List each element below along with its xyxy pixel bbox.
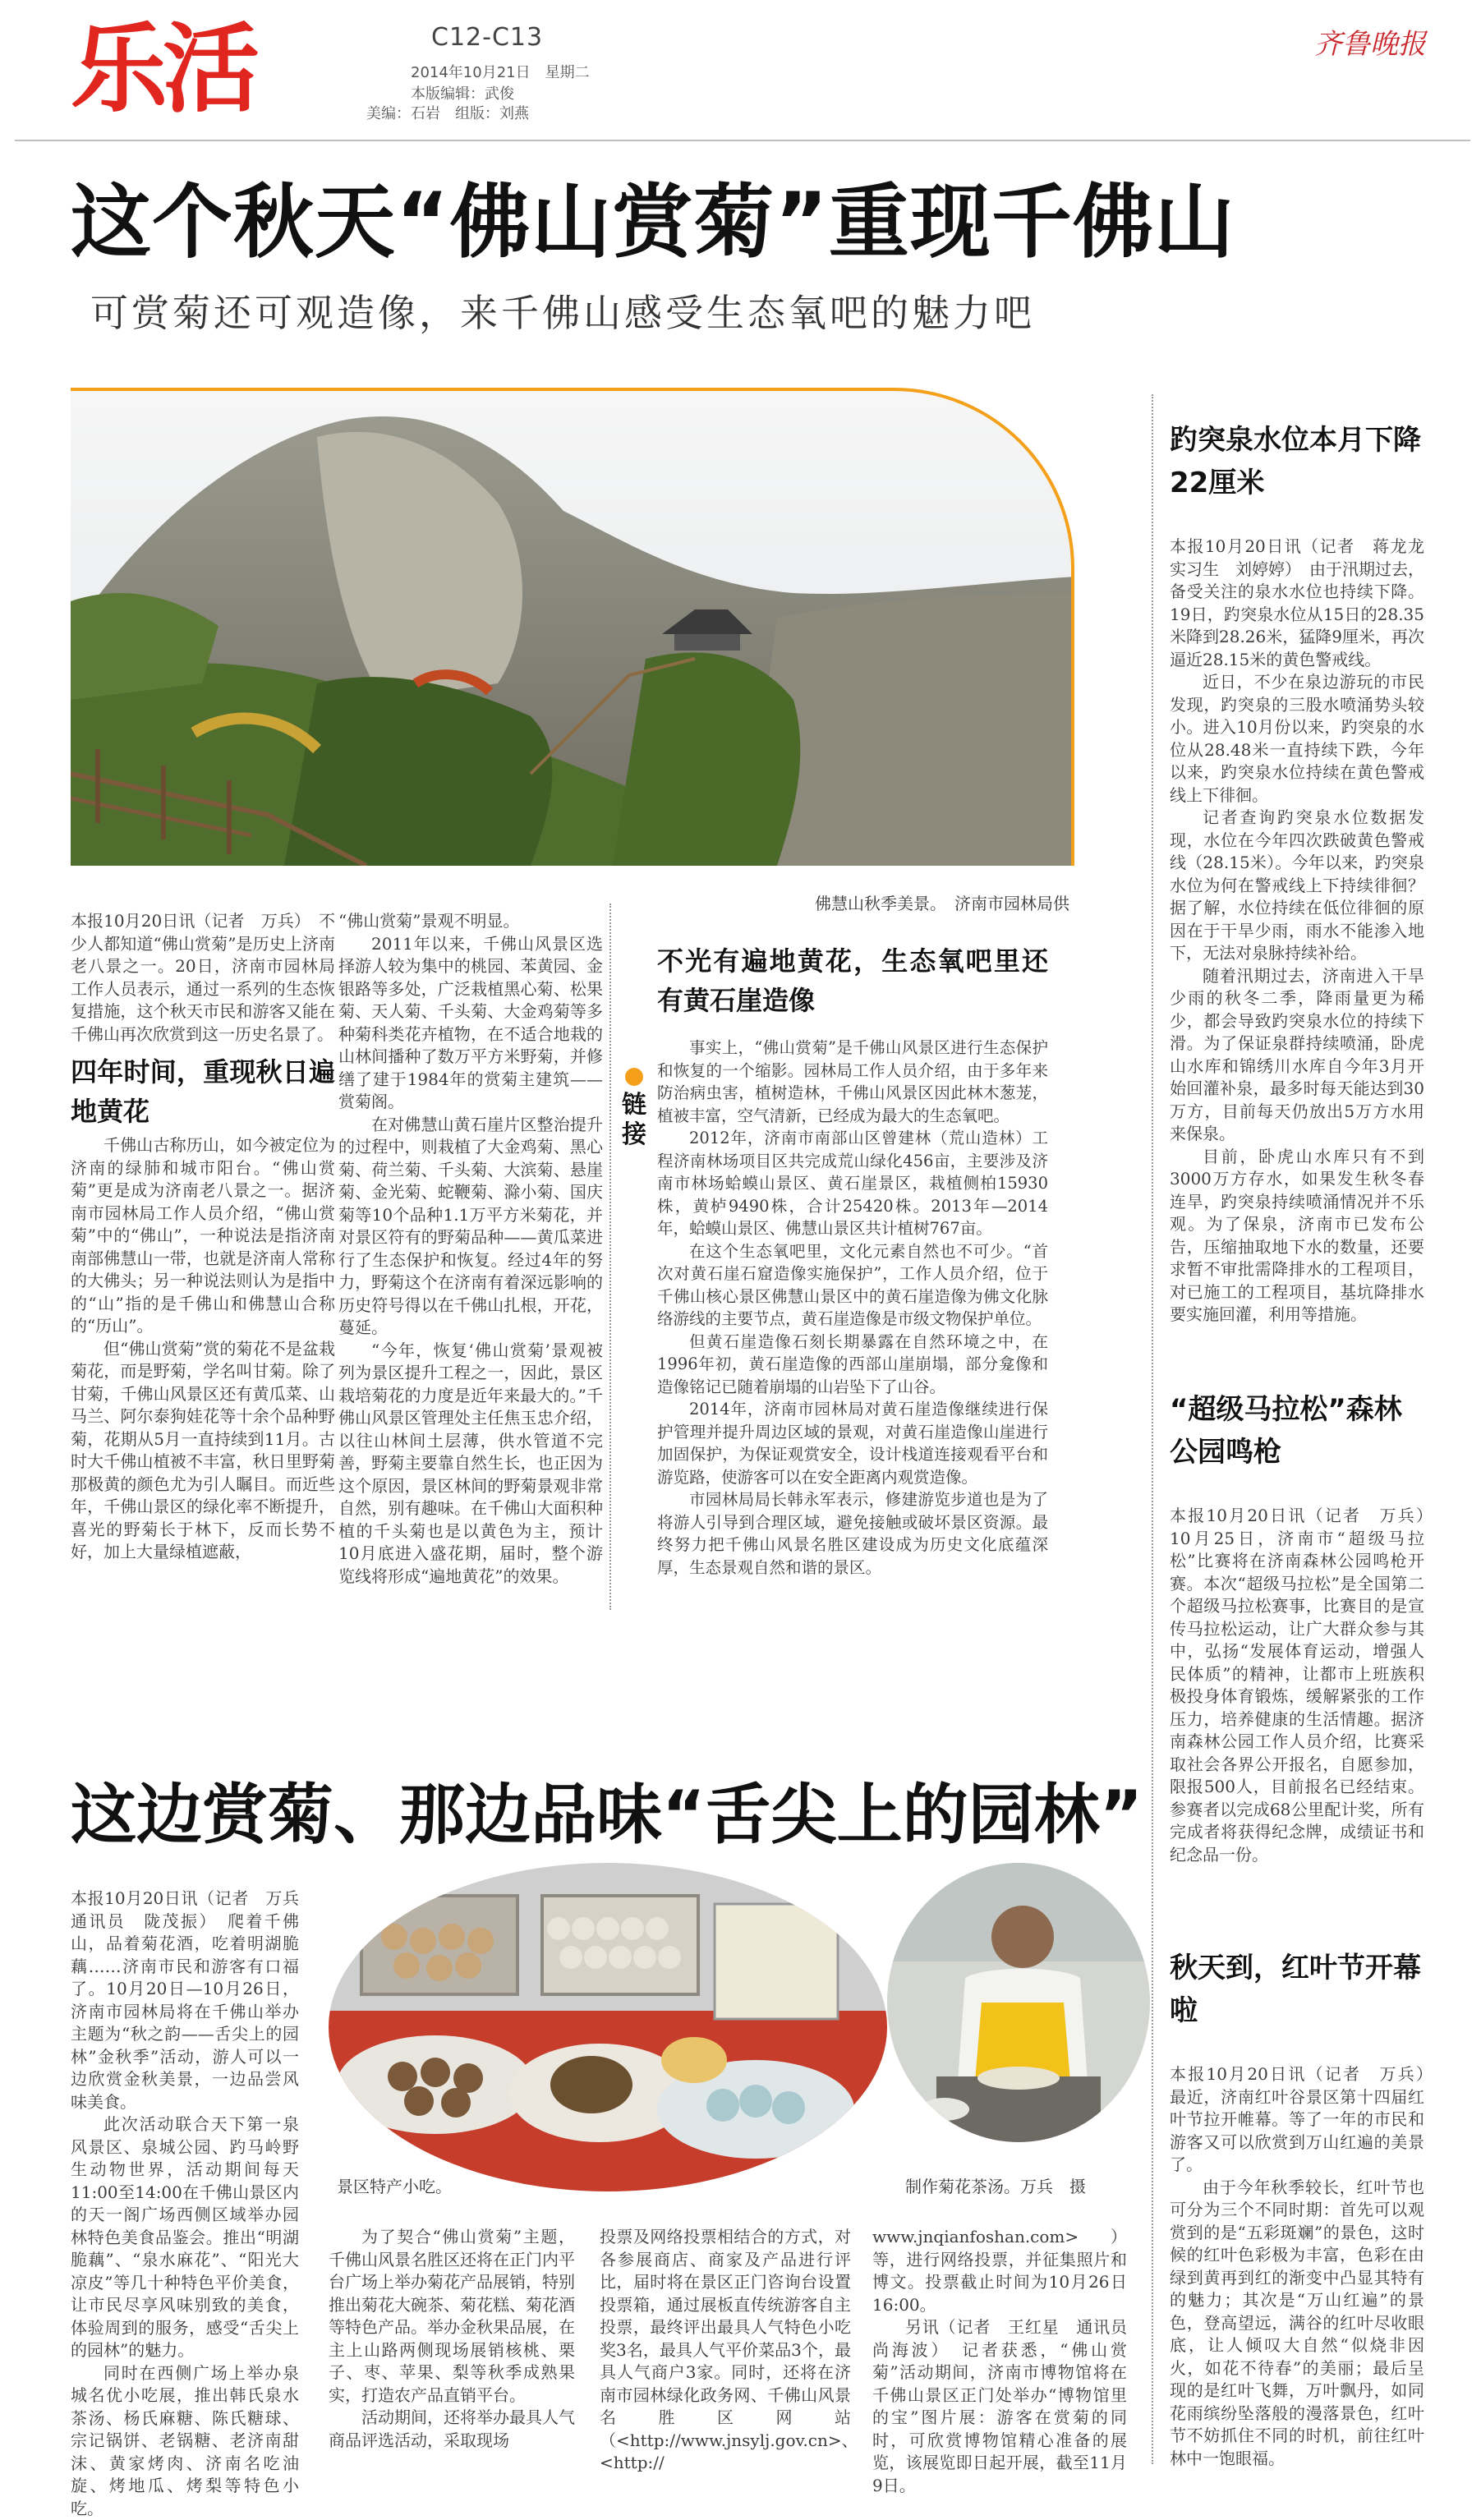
link-paragraph: 事实上，“佛山赏菊”是千佛山风景区进行生态保护和恢复的一个缩影。园林局工作人员介绍，由于多年来防治病虫害，植树造林，千佛山风景区因此林木葱茏，植被丰富，空气清新，已经成为最大的生态氧吧。 <box>657 1037 1048 1127</box>
second-article-paragraph: 另讯（记者 王红星 通讯员 尚海波） 记者获悉，“佛山赏菊”活动期间，济南市博物馆将在千佛山景区正门处举办“博物馆里的宝”图片展：游客在赏菊的同时，可欣赏博物馆精心准备的展览，该展览即日起开展，截至11月9日。 <box>872 2316 1127 2497</box>
page-subheadline: 可赏菊还可观造像，来千佛山感受生态氧吧的魅力吧 <box>90 289 1035 337</box>
design-line: 美编：石岩 组版：刘燕 <box>366 103 529 125</box>
snacks-photo <box>329 1863 887 2191</box>
second-article-paragraph: www.jnqianfoshan.com>）等，进行网络投票，并征集照片和博文。投票截止时间为10月26日16:00。 <box>872 2226 1127 2316</box>
main-article-paragraph: “今年，恢复‘佛山赏菊’景观被列为景区提升工程之一，因此，景区栽培菊花的力度是近年来最大的。”千佛山风景区管理处主任焦玉忠介绍，以往山林间土层薄，供水管道不完善，野菊主要靠自然生长，也正因为这个原因，景区林间的野菊景观非常自然，别有趣味。在千佛山大面积种植的千头菊也是以黄色为主，预计10月底进入盛花期，届时，整个游览线将形成“遍地黄花”的效果。 <box>338 1340 603 1589</box>
masthead-rule <box>15 140 1470 141</box>
link-sidebar-label: 链接 <box>618 1091 651 1150</box>
link-sidebar-tag <box>618 1068 651 1158</box>
link-paragraph: 市园林局局长韩永军表示，修建游览步道也是为了将游人引导到合理区域，避免接触或破坏景区资源。最终努力把千佛山风景名胜区建设成为历史文化底蕴深厚，生态景观自然和谐的景区。 <box>657 1488 1048 1579</box>
sidebar-paragraph: 目前，卧虎山水库只有不到3000万方存水，如果发生秋冬春连旱，趵突泉持续喷涌情况并不乐观。为了保泉，济南市已发布公告，压缩抽取地下水的数量，还要求暂不审批需降排水的工程项目，对已施工的工程项目，基坑降排水要实施回灌，利用等措施。 <box>1170 1146 1424 1327</box>
chef-photo-illustration <box>887 1863 1150 2142</box>
main-article-lead: 本报10月20日讯（记者 万兵） 不少人都知道“佛山赏菊”是历史上济南老八景之一。20日，济南市园林局工作人员表示，通过一系列的生态恢复措施，这个秋天市民和游客又能在千佛山再次欣赏到这一历史名景了。 <box>71 910 335 1046</box>
mountain-photo-illustration <box>71 388 1074 866</box>
link-paragraph: 在这个生态氧吧里，文化元素自然也不可少。“首次对黄石崖石窟造像实施保护”，工作人员介绍，位于千佛山核心景区佛慧山景区中的黄石崖造像为佛文化脉络游线的主要节点，黄石崖造像是市级文物保护单位。 <box>657 1240 1048 1331</box>
second-article-lead: 本报10月20日讯（记者 万兵 通讯员 陇茂振） 爬着千佛山，品着菊花酒，吃着明湖脆藕……济南市民和游客有口福了。10月20日—10月26日，济南市园林局将在千佛山举办主题为“秋之韵——舌尖上的园林”金秋季”活动，游人可以一边欣赏金秋美景，一边品尝风味美食。 <box>71 1888 299 2113</box>
paper-logo: 齐鲁晚报 <box>1314 21 1426 62</box>
link-paragraph: 2012年，济南市南部山区曾建林（荒山造林）工程济南林场项目区共完成荒山绿化456亩，主要涉及济南市林场蛤蟆山景区、黄石崖景区，栽植侧柏15930株，黄栌9490株，合计25420株。2013年—2014年，蛤蟆山景区、佛慧山景区共计植树767亩。 <box>657 1127 1048 1240</box>
second-article-paragraph: 为了契合“佛山赏菊”主题，千佛山风景名胜区还将在正门内平台广场上举办菊花产品展销，特别推出菊花大碗茶、菊花糕、菊花酒等特色产品。举办金秋果品展，在主上山路两侧现场展销核桃、栗子、枣、苹果、梨等秋季成熟果实，打造农产品直销平台。 <box>329 2226 575 2407</box>
snacks-photo-caption: 景区特产小吃。 <box>337 2173 452 2197</box>
main-photo-caption: 佛慧山秋季美景。 济南市园林局供 <box>798 890 1069 914</box>
second-article-paragraph: 投票及网络投票相结合的方式，对各参展商店、商家及产品进行评比，届时将在景区正门咨询台设置投票箱，通过展板直传统游客自主投票，最终评出最具人气特色小吃奖3名，最具人气平价菜品3个，最具人气商户3家。同时，还将在济南市园林绿化政务网、千佛山风景名胜区网站（<http://www.jnsylj.gov.cn>、<http:// <box>600 2226 851 2475</box>
link-subhead: 不光有遍地黄花，生态氧吧里还有黄石崖造像 <box>657 941 1048 1020</box>
main-article-paragraph: “佛山赏菊”景观不明显。 <box>338 910 603 933</box>
main-article-paragraph: 在对佛慧山黄石崖片区整治提升的过程中，则栽植了大金鸡菊、黑心菊、荷兰菊、千头菊、大滨菊、悬崖菊、金光菊、蛇鞭菊、滁小菊、国庆菊等10个品种1.1万平方米菊花，并对景区符有的野菊品种——黄瓜菜进行了生态保护和恢复。经过4年的努力，野菊这个在济南有着深远影响的历史符号得以在千佛山扎根，开花，蔓延。 <box>338 1114 603 1340</box>
main-photo <box>71 388 1074 866</box>
main-article-paragraph: 但“佛山赏菊”赏的菊花不是盆栽菊花，而是野菊，学名叫甘菊。除了甘菊，千佛山风景区还有黄瓜菜、山马兰、阿尔泰狗娃花等十余个品种野菊，花期从5月一直持续到11月。古时大千佛山植被不丰富，秋日里野菊那极黄的颜色尤为引人瞩目。而近些年，千佛山景区的绿化率不断提升，喜光的野菊长于林下，反而长势不好，加上大量绿植遮蔽， <box>71 1338 335 1564</box>
snacks-photo-illustration <box>329 1863 887 2191</box>
link-paragraph: 2014年，济南市园林局对黄石崖造像继续进行保护管理并提升周边区域的景观，对黄石崖造像山崖进行加固保护，为保证观赏安全，设计栈道连接观看平台和游览路，使游客可以在安全距离内观赏造像。 <box>657 1398 1048 1488</box>
sidebar-paragraph: 本报10月20日讯（记者 蒋龙龙 实习生 刘婷婷） 由于汛期过去，备受关注的泉水水位也持续下降。19日，趵突泉水位从15日的28.35米降到28.26米，猛降9厘米，再次逼近28.15米的黄色警戒线。 <box>1170 536 1424 671</box>
sidebar-paragraph: 近日，不少在泉边游玩的市民发现，趵突泉的三股水喷涌势头较小。进入10月份以来，趵突泉的水位从28.48米一直持续下跌，今年以来，趵突泉水位持续在黄色警戒线上下徘徊。 <box>1170 671 1424 807</box>
sidebar-story-marathon <box>1170 1388 1424 1866</box>
second-article-col1 <box>71 1888 299 2520</box>
second-article-col3 <box>600 2226 851 2475</box>
sidebar-headline: 趵突泉水位本月下降22厘米 <box>1170 419 1424 504</box>
bullet-dot-icon <box>625 1068 643 1086</box>
second-article-col2 <box>329 2226 575 2452</box>
sidebar-story-spring <box>1170 419 1424 1327</box>
main-article-col3 <box>657 941 1048 1579</box>
sidebar-paragraph: 由于今年秋季较长，红叶节也可分为三个不同时期：首先可以观赏到的是“五彩斑斓”的景色，这时候的红叶色彩极为丰富，色彩在由绿到黄再到红的渐变中凸显其特有的魅力；其次是“万山红遍”的景色，登高望远，满谷的红叶尽收眼底，让人倾叹大自然“似烧非因火，如花不待春”的美丽；最后呈现的是红叶飞舞，万叶飘丹，如同花雨缤纷坠落般的漫落景色，红叶节不妨抓住不同的时机，前往红叶林中一饱眼福。 <box>1170 2177 1424 2471</box>
sidebar-paragraph: 本报10月20日讯（记者 万兵） 10月25日，济南市“超级马拉松”比赛将在济南森林公园鸣枪开赛。本次“超级马拉松”是全国第二个超级马拉松赛事，比赛目的是宣传马拉松运动，让广大群众参与其中，弘扬“发展体育运动，增强人民体质”的精神，让都市上班族积极投身体育锻炼，缓解紧张的工作压力，培养健康的生活情趣。据济南森林公园工作人员介绍，比赛采取社会各界公开报名，自愿参加，限报500人，目前报名已经结束。参赛者以完成68公里配计奖，所有完成者将获得纪念牌，成绩证书和纪念品一份。 <box>1170 1505 1424 1866</box>
sidebar-paragraph: 本报10月20日讯（记者 万兵） 最近，济南红叶谷景区第十四届红叶节拉开帷幕。等了一年的市民和游客又可以欣赏到万山红遍的美景了。 <box>1170 2063 1424 2177</box>
editor-line: 本版编辑：武俊 <box>411 84 514 105</box>
main-article-col1 <box>71 910 335 1564</box>
second-article-paragraph: 同时在西侧广场上举办泉城名优小吃展，推出韩氏泉水茶汤、杨氏麻糖、陈氏糖球、宗记锅饼、老锅糖、老济南甜沫、黄家烤肉、济南名吃油旋、烤地瓜、烤梨等特色小吃。 <box>71 2362 299 2520</box>
section-logo: 乐活 <box>71 11 350 126</box>
main-article-col2 <box>338 910 603 1588</box>
sidebar-divider <box>1152 394 1153 2464</box>
date-line: 2014年10月21日 星期二 <box>411 62 590 84</box>
link-paragraph: 但黄石崖造像石刻长期暴露在自然环境之中，在1996年初，黄石崖造像的西部山崖崩塌，部分龛像和造像铭记已随着崩塌的山岩坠下了山谷。 <box>657 1331 1048 1399</box>
main-article-paragraph: 千佛山古称历山，如今被定位为济南的绿肺和城市阳台。“佛山赏菊”更是成为济南老八景之一。据济南市园林局工作人员介绍，“佛山赏菊”中的“佛山”，一种说法是指济南南部佛慧山一带，也就是济南人常称的大佛头；另一种说法则认为是指中的“山”指的是千佛山和佛慧山合称的“历山”。 <box>71 1134 335 1338</box>
second-article-col4 <box>872 2226 1127 2497</box>
second-headline: 这边赏菊、那边品味“舌尖上的园林” <box>71 1774 1143 1856</box>
chef-photo-caption: 制作菊花茶汤。万兵 摄 <box>905 2173 1086 2197</box>
page-headline: 这个秋天“佛山赏菊”重现千佛山 <box>71 174 1235 271</box>
chef-photo <box>887 1863 1150 2142</box>
main-article-subhead: 四年时间，重现秋日遍地黄花 <box>71 1052 335 1131</box>
sidebar-paragraph: 随着汛期过去，济南进入干旱少雨的秋冬二季，降雨量更为稀少，都会导致趵突泉水位的持续下滑。为了保证泉群持续喷涌，卧虎山水库和锦绣川水库自今年3月开始回灌补泉，最多时每天能达到30万方，目前每天仍放出5万方水用来保泉。 <box>1170 965 1424 1146</box>
second-article-paragraph: 活动期间，还将举办最具人气商品评选活动，采取现场 <box>329 2407 575 2452</box>
sidebar-headline: 秋天到，红叶节开幕啦 <box>1170 1947 1424 2032</box>
page-numbers: C12-C13 <box>431 23 543 52</box>
column-divider <box>609 904 611 1610</box>
second-article-paragraph: 此次活动联合天下第一泉风景区、泉城公园、趵马岭野生动物世界，活动期间每天11:00至14:00在千佛山景区内的天一阁广场西侧区域举办园林特色美食品鉴会。推出“明湖脆藕”、“泉水麻花”、“阳光大凉皮”等几十种特色平价美食，让市民尽享风味别致的美食，体验周到的服务，感受“舌尖上的园林”的魅力。 <box>71 2113 299 2362</box>
sidebar-paragraph: 记者查询趵突泉水位数据发现，水位在今年四次跌破黄色警戒线（28.15米）。今年以来，趵突泉水位为何在警戒线上下持续徘徊？据了解，水位持续在低位徘徊的原因在于干旱少雨，雨水不能渗入地下，无法对泉脉持续补给。 <box>1170 807 1424 965</box>
main-article-paragraph: 2011年以来，千佛山风景区选择游人较为集中的桃园、苯黄园、金银路等多处，广泛栽植黑心菊、松果菊、天人菊、千头菊、大金鸡菊等多种菊科类花卉植物，在不适合地栽的山林间播种了数万平方米野菊，并修缮了建于1984年的赏菊主建筑——赏菊阁。 <box>338 933 603 1114</box>
sidebar-story-redleaf <box>1170 1947 1424 2470</box>
sidebar-headline: “超级马拉松”森林公园鸣枪 <box>1170 1388 1424 1474</box>
